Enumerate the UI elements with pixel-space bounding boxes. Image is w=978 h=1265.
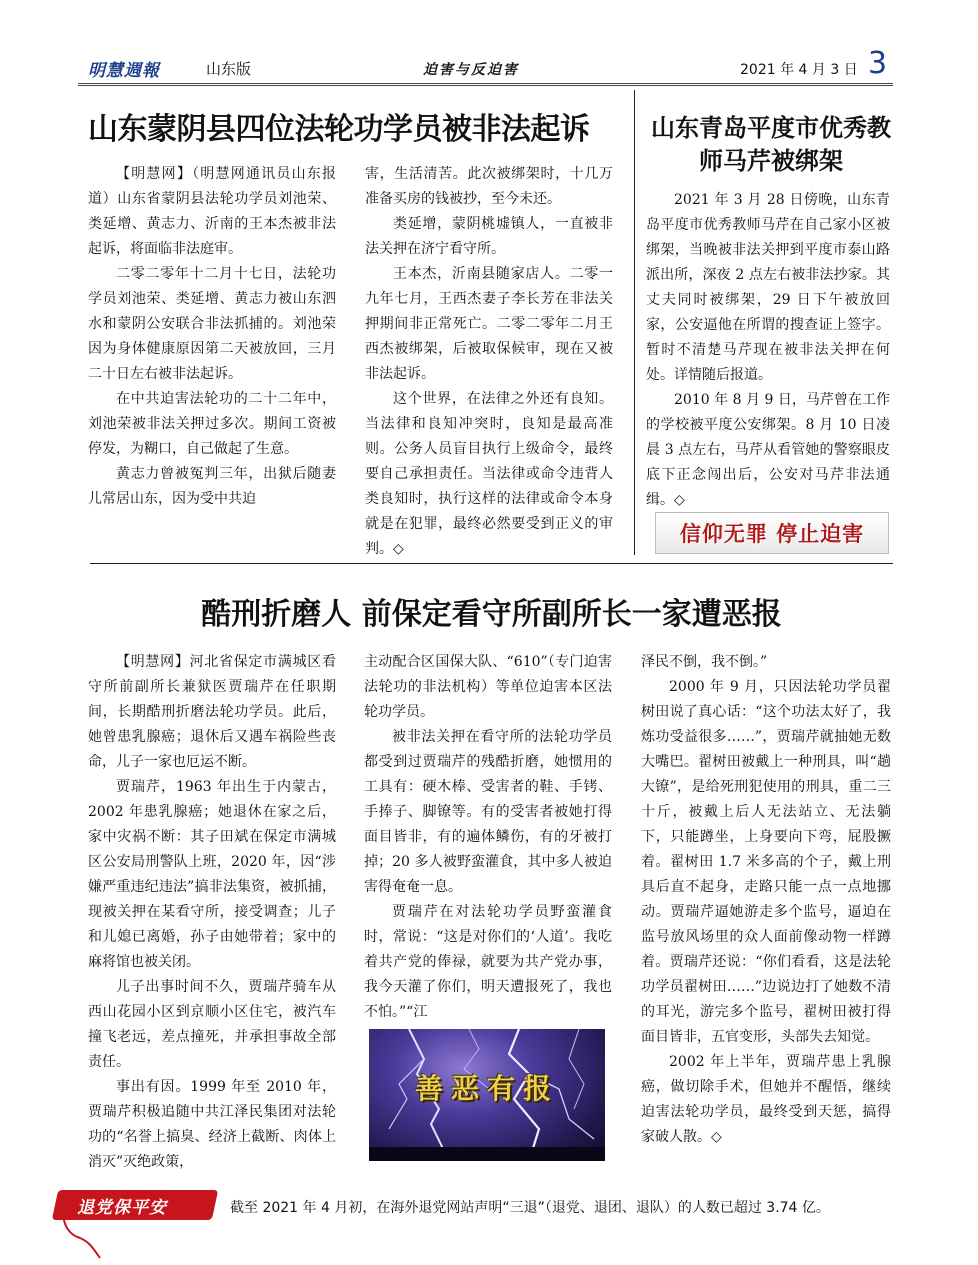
paragraph: 事出有因。1999 年至 2010 年，贾瑞芹积极追随中共江泽民集团对法轮功的“名誉上搞臭、经济上截断、肉体上消灭”灭绝政策， [88, 1079, 336, 1170]
footer-tag: 退党保平安 [77, 1198, 167, 1218]
page-number: 3 [868, 46, 888, 81]
paragraph: 这个世界，在法律之外还有良知。当法律和良知冲突时，良知是最高准则。公务人员盲目执行上级命令，最终要自己承担责任。当法律或命令违背人类良知时，执行这样的法律或命令本身就是在犯罪，最终必然要受到正义的审判。◇ [365, 391, 613, 557]
article1-column-1 [88, 162, 336, 512]
paragraph: 贾瑞芹，1963 年出生于内蒙古，2002 年患乳腺癌；她退休在家之后，家中灾祸不断：其子田斌在保定市满城区公安局刑警队上班，2020 年，因“涉嫌严重违纪违法”搞非法集资，被抓捕，现被关押在某看守所，接受调查；儿子和儿媳已离婚，孙子由她带着；家中的麻将馆也被关闭。 [88, 779, 336, 970]
paragraph-continued: 主动配合区国保大队、“610”（专门迫害法轮功的非法机构）等单位迫害本区法轮功学员。 [364, 654, 612, 720]
paragraph: 黄志力曾被冤判三年，出狱后随妻儿常居山东，因为受中共迫 [88, 466, 336, 507]
paragraph: 2000 年 9 月，只因法轮功学员翟树田说了真心话：“这个功法太好了，我炼功受益很多……”，贾瑞芹就抽她无数大嘴巴。翟树田被戴上一种刑具，叫“趟大镣”，是给死刑犯使用的刑具，重二三十斤，被戴上后人无法站立、无法躺下，只能蹲坐，上身要向下弯，屁股撅着。翟树田 1.7 米多高的个子，戴上刑具后直不起身，走路只能一点一点地挪动。贾瑞芹逼她游走多个监号，逼迫在监号放风场里的众人面前像动物一样蹲着。贾瑞芹还说：“你们看看，这是法轮功学员翟树田……”边说边打了她数不清的耳光，游完多个监号，翟树田被打得面目皆非，五官变形，头部失去知觉。 [641, 679, 891, 1045]
paragraph: 2021 年 3 月 28 日傍晚，山东青岛平度市优秀教师马芹在自己家小区被绑架，当晚被非法关押到平度市泰山路派出所，深夜 2 点左右被非法抄家。其丈夫同时被绑架，29 日下午被放回家，公安逼他在所谓的搜查证上签字。暂时不清楚马芹现在被非法关押在何处。详情随后报道。 [646, 192, 890, 383]
paragraph: 2010 年 8 月 9 日，马芹曾在工作的学校被平度公安绑架。8 月 10 日凌晨 3 点左右，马芹从看管她的警察眼皮底下正念闯出后，公安对马芹非法通缉。◇ [646, 392, 890, 508]
article3-column-1 [88, 650, 336, 1175]
issue-date: 2021 年 4 月 3 日 [740, 62, 858, 78]
section-title: 迫害与反迫害 [423, 62, 519, 78]
article1-title: 山东蒙阴县四位法轮功学员被非法起诉 [88, 112, 590, 147]
article2-title: 山东青岛平度市优秀教师马芹被绑架 [651, 114, 891, 175]
column-divider [634, 90, 635, 555]
paragraph-continued: 泽民不倒，我不倒。” [641, 654, 768, 670]
paragraph: 2002 年上半年，贾瑞芹患上乳腺癌，做切除手术，但她并不醒悟，继续迫害法轮功学员，最终受到天惩，搞得家破人散。◇ [641, 1054, 891, 1145]
header-rule [78, 83, 893, 86]
slogan-banner [655, 512, 889, 554]
paragraph: 二零二零年十二月十七日，法轮功学员刘池荣、类延增、黄志力被山东泗水和蒙阴公安联合非法抓捕的。刘池荣因为身体健康原因第二天被放回，三月二十日左右被非法起诉。 [88, 266, 336, 382]
paragraph: 【明慧网】（明慧网通讯员山东报道）山东省蒙阴县法轮功学员刘池荣、类延增、黄志力、沂南的王本杰被非法起诉，将面临非法庭审。 [88, 166, 336, 257]
paragraph: 贾瑞芹在对法轮功学员野蛮灌食时，常说：“这是对你们的‘人道’。我吃着共产党的俸禄，就要为共产党办事，我今天灌了你们，明天遭报死了，我也不怕。”“江 [364, 904, 612, 1020]
lightning-image [369, 1029, 605, 1161]
section-divider [90, 563, 893, 564]
edition-label: 山东版 [206, 60, 252, 78]
paragraph: 儿子出事时间不久，贾瑞芹骑车从西山花园小区到京顺小区住宅，被汽车撞飞老远，差点撞死，并承担事故全部责任。 [88, 979, 336, 1070]
paragraph: 王本杰，沂南县随家店人。二零一九年七月，王西杰妻子李长芳在非法关押期间非正常死亡。二零二零年二月王西杰被绑架，后被取保候审，现在又被非法起诉。 [365, 266, 613, 382]
footer-text: 截至 2021 年 4 月初，在海外退党网站声明“三退”（退党、退团、退队）的人数已超过 3.74 亿。 [230, 1200, 830, 1216]
article3-column-2 [364, 650, 612, 1025]
page-header [78, 46, 893, 86]
image-caption: 善恶有报 [414, 1072, 559, 1105]
footer-bar [55, 1190, 895, 1220]
paragraph: 类延增，蒙阴桃墟镇人，一直被非法关押在济宁看守所。 [365, 216, 613, 257]
article3-title: 酷刑折磨人 前保定看守所副所长一家遭恶报 [201, 597, 782, 632]
article2-body [646, 188, 890, 513]
paragraph-continued: 害，生活清苦。此次被绑架时，十几万准备买房的钱被抄，至今未还。 [365, 166, 613, 207]
paragraph: 【明慧网】河北省保定市满城区看守所前副所长兼狱医贾瑞芹在任职期间，长期酷刑折磨法轮功学员。此后，她曾患乳腺癌；退休后又遇车祸险些丧命，儿子一家也厄运不断。 [88, 654, 336, 770]
slogan-text: 信仰无罪 停止迫害 [679, 522, 865, 546]
article3-column-3 [641, 650, 891, 1150]
article1-column-2 [365, 162, 613, 562]
paragraph: 被非法关押在看守所的法轮功学员都受到过贾瑞芹的残酷折磨，她惯用的工具有：硬木棒、受害者的鞋、手铐、手捧子、脚镣等。有的受害者被她打得面目皆非，有的遍体鳞伤，有的牙被打掉；20 多人被野蛮灌食，其中多人被迫害得奄奄一息。 [364, 729, 612, 895]
paragraph: 在中共迫害法轮功的二十二年中，刘池荣被非法关押过多次。期间工资被停发，为糊口，自己做起了生意。 [88, 391, 336, 457]
masthead: 明慧週報 [88, 61, 160, 81]
